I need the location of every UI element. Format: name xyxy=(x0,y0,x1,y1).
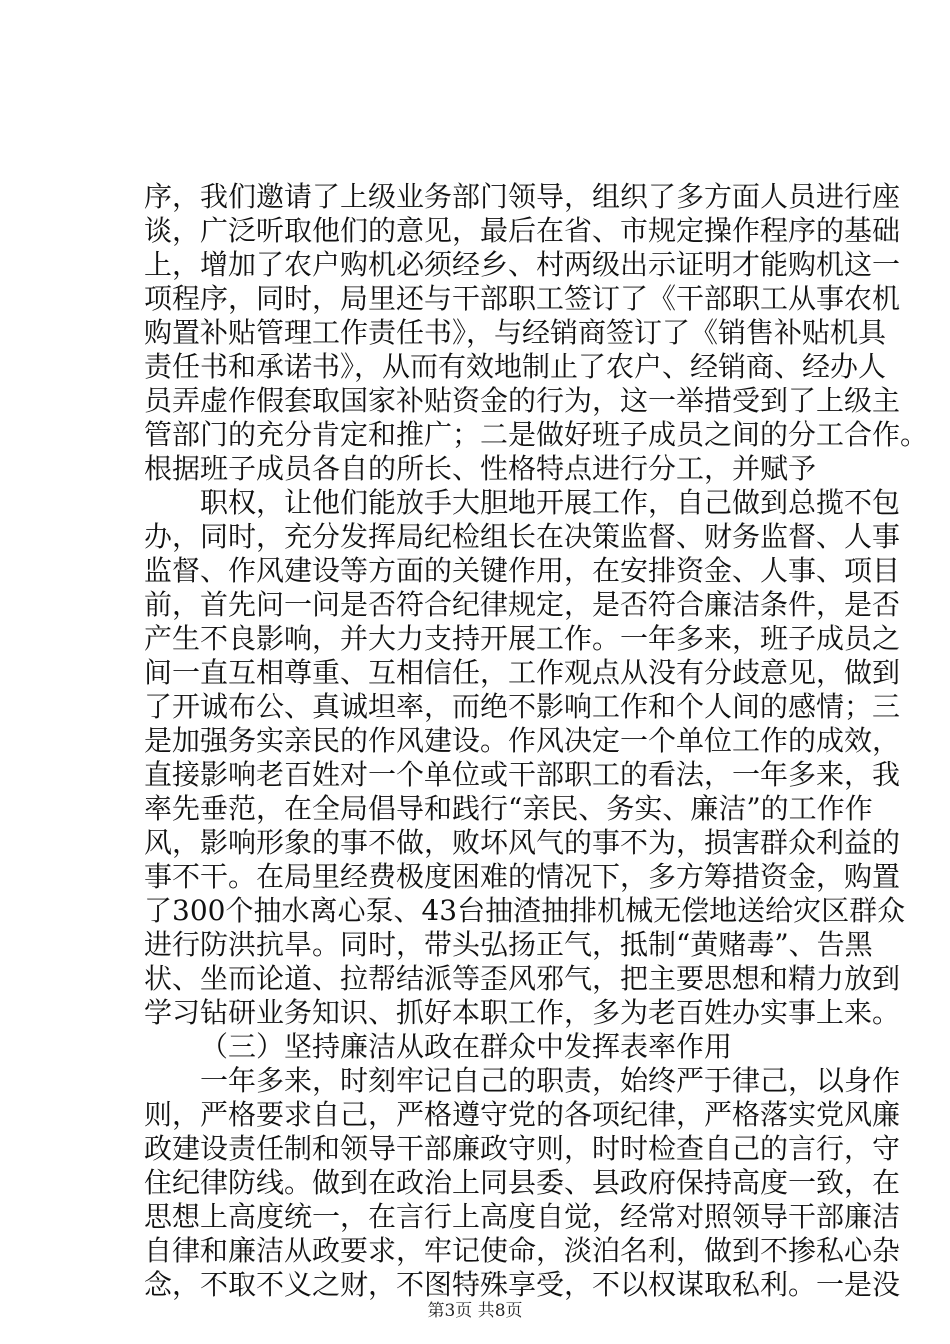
body-line: 购置补贴管理工作责任书》，与经销商签订了《销售补贴机具 xyxy=(144,316,887,349)
body-line: 管部门的充分肯定和推广；二是做好班子成员之间的分工合作。 xyxy=(144,418,929,451)
body-line: 上，增加了农户购机必须经乡、村两级出示证明才能购机这一 xyxy=(144,248,901,281)
body-line: 办，同时，充分发挥局纪检组长在决策监督、财务监督、人事 xyxy=(144,520,901,553)
body-line: 直接影响老百姓对一个单位或干部职工的看法，一年多来，我 xyxy=(144,758,901,791)
body-line: 前，首先问一问是否符合纪律规定，是否符合廉洁条件，是否 xyxy=(144,588,901,621)
body-line: 念，不取不义之财，不图特殊享受，不以权谋取私利。一是没 xyxy=(144,1268,901,1301)
body-line: 间一直互相尊重、互相信任，工作观点从没有分歧意见，做到 xyxy=(144,656,901,689)
section-heading: （三）坚持廉洁从政在群众中发挥表率作用 xyxy=(200,1030,733,1063)
body-line: 是加强务实亲民的作风建设。作风决定一个单位工作的成效， xyxy=(144,724,901,757)
body-line: 自律和廉洁从政要求，牢记使命，淡泊名利，做到不掺私心杂 xyxy=(144,1234,901,1267)
body-line: 政建设责任制和领导干部廉政守则，时时检查自己的言行，守 xyxy=(144,1132,901,1165)
paragraph-first-line: 一年多来，时刻牢记自己的职责，始终严于律己，以身作 xyxy=(200,1064,901,1097)
body-line: 监督、作风建设等方面的关键作用，在安排资金、人事、项目 xyxy=(144,554,901,587)
body-line: 事不干。在局里经费极度困难的情况下，多方筹措资金，购置 xyxy=(144,860,901,893)
body-line: 责任书和承诺书》，从而有效地制止了农户、经销商、经办人 xyxy=(144,350,887,383)
body-line: 根据班子成员各自的所长、性格特点进行分工，并赋予 xyxy=(144,452,817,485)
page-footer: 第3页 共8页 xyxy=(427,1301,523,1321)
paragraph-first-line: 职权，让他们能放手大胆地开展工作，自己做到总揽不包 xyxy=(200,486,901,519)
body-line: 思想上高度统一，在言行上高度自觉，经常对照领导干部廉洁 xyxy=(144,1200,901,1233)
body-line: 住纪律防线。做到在政治上同县委、县政府保持高度一致，在 xyxy=(144,1166,901,1199)
body-line: 进行防洪抗旱。同时，带头弘扬正气，抵制“黄赌毒”、告黑 xyxy=(144,928,873,961)
body-line: 学习钻研业务知识、抓好本职工作，多为老百姓办实事上来。 xyxy=(144,996,901,1029)
body-line: 项程序，同时，局里还与干部职工签订了《干部职工从事农机 xyxy=(144,282,901,315)
body-line: 风，影响形象的事不做，败坏风气的事不为，损害群众利益的 xyxy=(144,826,901,859)
body-line: 则，严格要求自己，严格遵守党的各项纪律，严格落实党风廉 xyxy=(144,1098,901,1131)
body-line: 状、坐而论道、拉帮结派等歪风邪气，把主要思想和精力放到 xyxy=(144,962,901,995)
body-line: 率先垂范，在全局倡导和践行“亲民、务实、廉洁”的工作作 xyxy=(144,792,873,825)
body-line: 员弄虚作假套取国家补贴资金的行为，这一举措受到了上级主 xyxy=(144,384,901,417)
body-line: 了300个抽水离心泵、43台抽渣抽排机械无偿地送给灾区群众 xyxy=(144,894,906,927)
body-line: 了开诚布公、真诚坦率，而绝不影响工作和个人间的感情；三 xyxy=(144,690,901,723)
body-line: 序，我们邀请了上级业务部门领导，组织了多方面人员进行座 xyxy=(144,180,901,213)
body-line: 产生不良影响，并大力支持开展工作。一年多来，班子成员之 xyxy=(144,622,901,655)
body-line: 谈，广泛听取他们的意见，最后在省、市规定操作程序的基础 xyxy=(144,214,901,247)
